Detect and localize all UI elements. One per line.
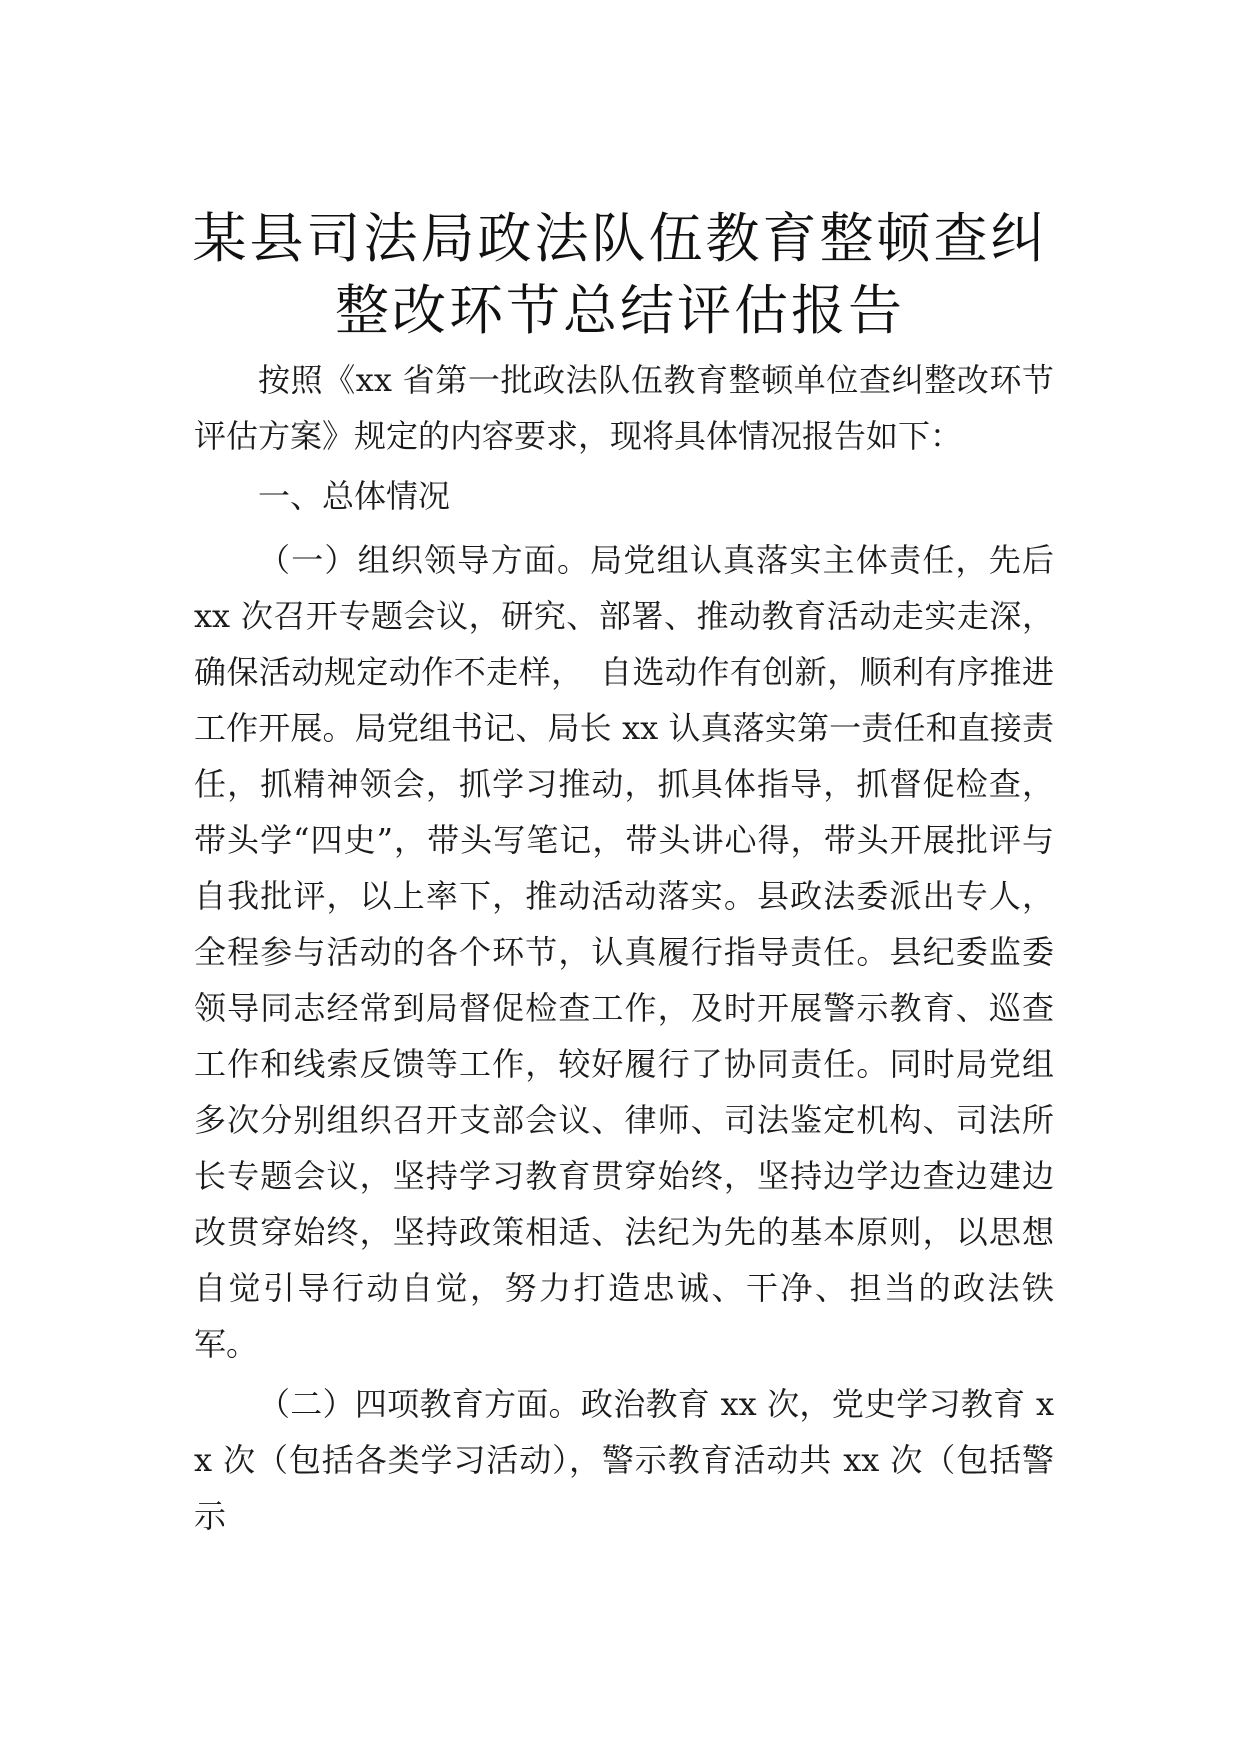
intro-paragraph: 按照《xx 省第一批政法队伍教育整顿单位查纠整改环节评估方案》规定的内容要求，现将具体情况报告如下： (194, 361, 1054, 455)
document-title-line-2: 整改环节总结评估报告 (335, 279, 905, 342)
paragraph-four-education: （二）四项教育方面。政治教育 xx 次，党史学习教育 xx 次（包括各类学习活动），警示教育活动共 xx 次（包括警示 (194, 1385, 1054, 1535)
document-title-line-1: 某县司法局政法队伍教育整顿查纠 (192, 207, 1048, 270)
section-heading-overall: 一、总体情况 (258, 477, 451, 515)
paragraph-organization-leadership: （一）组织领导方面。局党组认真落实主体责任，先后 xx 次召开专题会议，研究、部署、推动教育活动走实走深，确保活动规定动作不走样， 自选动作有创新，顺利有序推进工作开展。局党组书记、局长 xx 认真落实第一责任和直接责任，抓精神领会，抓学习推动，抓具体指导，抓督促检查，带头学“四史”，带头写笔记，带头讲心得，带头开展批评与自我批评，以上率下，推动活动落实。县政法委派出专人，全程参与活动的各个环节，认真履行指导责任。县纪委监委领导同志经常到局督促检查工作，及时开展警示教育、巡查工作和线索反馈等工作，较好履行了协同责任。同时局党组多次分别组织召开支部会议、律师、司法鉴定机构、司法所长专题会议，坚持学习教育贯穿始终，坚持边学边查边建边改贯穿始终，坚持政策相适、法纪为先的基本原则，以思想自觉引导行动自觉，努力打造忠诚、干净、担当的政法铁军。 (194, 541, 1054, 1363)
document-body (194, 352, 1054, 1548)
